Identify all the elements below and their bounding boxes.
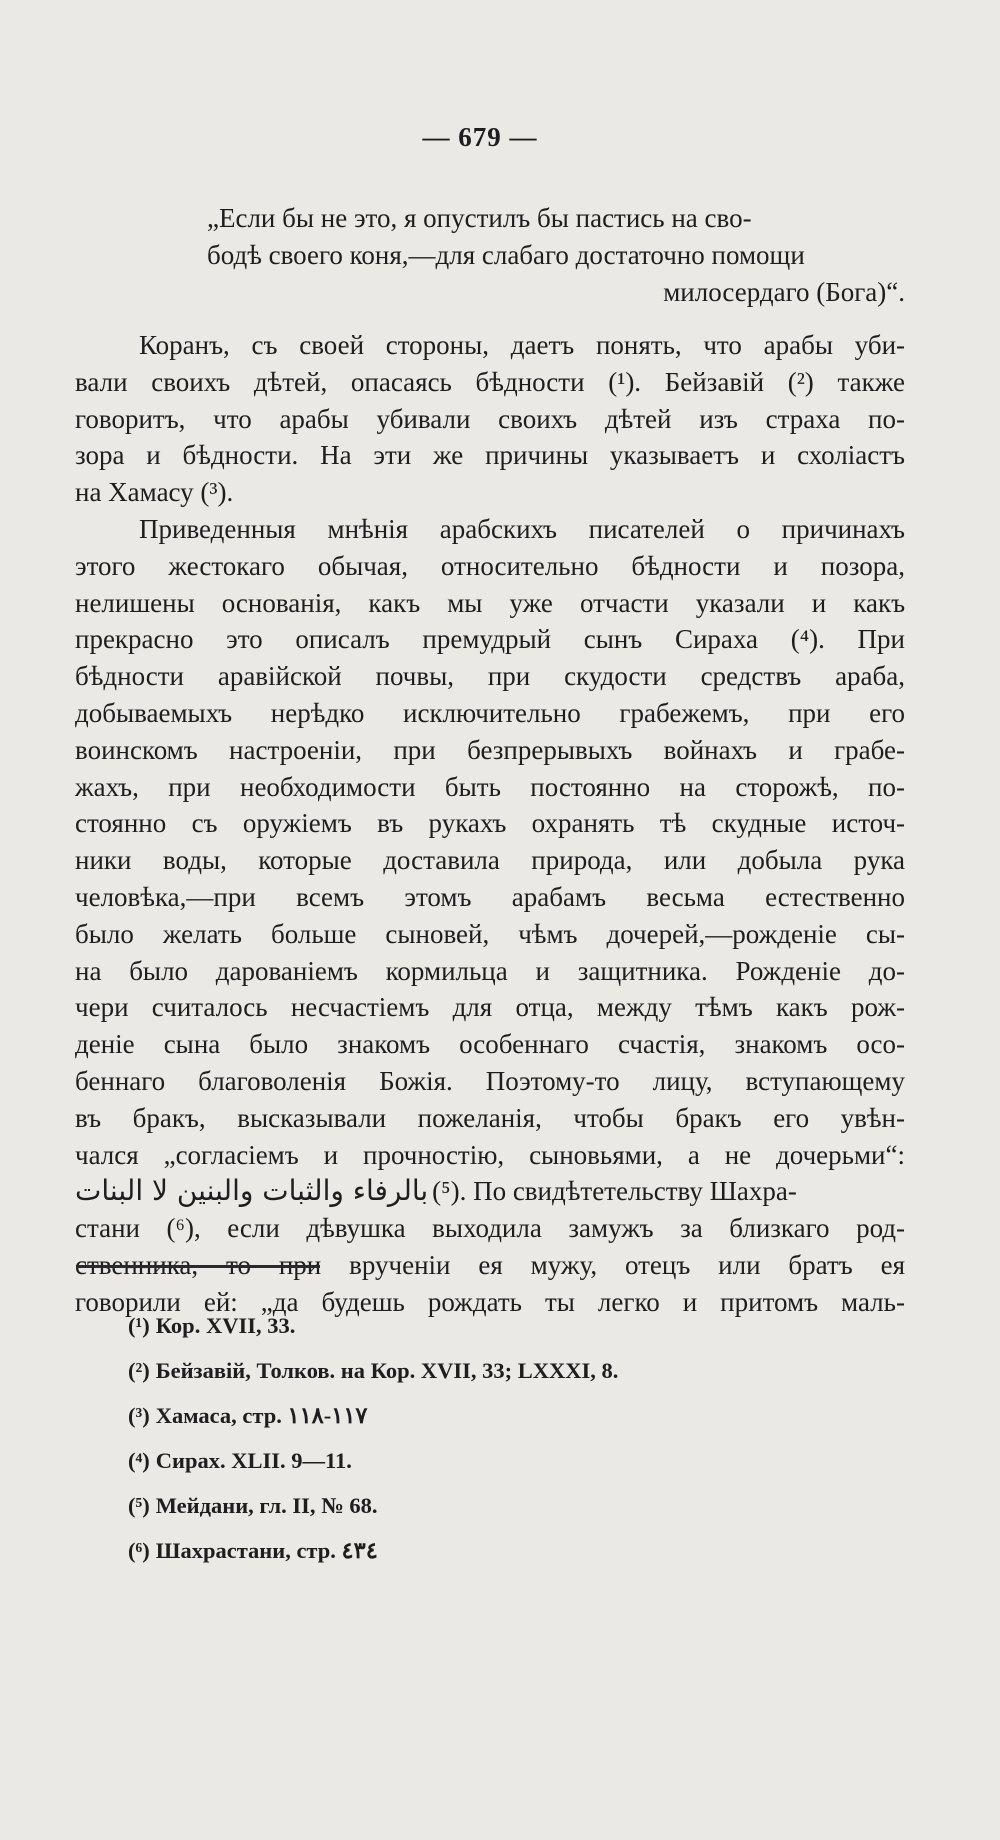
footnote-item: [128, 1528, 618, 1573]
text-line: добываемыхъ нерѣдко исключительно грабежемъ, при его: [75, 697, 906, 728]
main-text: [75, 327, 905, 1321]
text-line: ственника, то при врученіи ея мужу, отецъ или братъ ея: [75, 1249, 905, 1280]
arabic-line: [75, 1173, 905, 1210]
text-line: бодѣ своего коня,—для слабаго достаточно помощи: [207, 239, 805, 270]
footnote-text: Сирах. XLII. 9—11.: [155, 1448, 352, 1473]
footnotes: [128, 1303, 618, 1573]
arabic-phrase: بالرفاء والثبات والبنين لا البنات: [75, 1174, 429, 1208]
text-line: „Если бы не это, я опустилъ бы пастись на сво-: [207, 203, 752, 233]
footnote-text: Шахрастани, стр. ٤٣٤: [155, 1538, 378, 1563]
arabic-reference: (⁵). По свидѣтетельству Шахра-: [432, 1176, 797, 1207]
text-line: говоритъ, что арабы убивали своихъ дѣтей изъ страха по-: [75, 403, 906, 434]
text-line: стоянно съ оружіемъ въ рукахъ охранять тѣ скудные источ-: [75, 808, 906, 839]
text-line: въ бракъ, высказывали пожеланія, чтобы бракъ его увѣн-: [75, 1102, 905, 1133]
footnote-item: [128, 1438, 618, 1483]
text-line: на было дарованіемъ кормильца и защитника. Рожденіе до-: [75, 955, 905, 986]
text-line: бѣдности аравійской почвы, при скудости средствъ араба,: [75, 661, 906, 692]
page-number: — 679 —: [422, 122, 538, 152]
footnote-text: Бейзавій, Толков. на Кор. XVII, 33; LXXXI, 8.: [155, 1358, 619, 1383]
footnote-item: [128, 1348, 618, 1393]
text-line: вали своихъ дѣтей, опасаясь бѣдности (¹). Бейзавій (²) также: [75, 366, 906, 397]
footnote-text: Хамаса, стр. ١١٧-١١٨: [155, 1403, 368, 1428]
footnote-mark: (⁶): [128, 1538, 150, 1563]
footnote-divider: [76, 1265, 320, 1268]
text-line: на Хамасу (³).: [75, 477, 234, 508]
footnote-mark: (³): [128, 1403, 150, 1428]
footnote-item: [128, 1303, 618, 1348]
footnote-item: [128, 1393, 618, 1438]
text-line: беннаго благоволенія Божія. Поэтому-то лицу, вступающему: [75, 1065, 905, 1096]
text-line: говорили ей: „да будешь рождать ты легко и притомъ маль-: [75, 1286, 905, 1317]
text-line: ники воды, которые доставила природа, или добыла рука: [75, 845, 906, 876]
footnote-text: Кор. XVII, 33.: [155, 1313, 296, 1338]
text-line: нелишены основанія, какъ мы уже отчасти указали и какъ: [75, 587, 906, 618]
text-line: деніе сына было знакомъ особеннаго счастія, знакомъ осо-: [75, 1029, 906, 1060]
text-line: Коранъ, съ своей стороны, даетъ понять, что арабы уби-: [139, 330, 906, 360]
text-line: зора и бѣдности. На эти же причины указываетъ и схоліастъ: [75, 440, 906, 471]
text-line: жахъ, при необходимости быть постоянно на сторожѣ, по-: [75, 771, 905, 802]
footnote-mark: (⁴): [128, 1448, 150, 1473]
text-line: чался „согласіемъ и прочностію, сыновьями, а не дочерьми“:: [75, 1139, 905, 1170]
footnote-text: Мейдани, гл. II, № 68.: [155, 1493, 378, 1518]
text-line: воинскомъ настроеніи, при безпрерывыхъ войнахъ и грабе-: [75, 734, 905, 765]
footnote-mark: (¹): [128, 1313, 150, 1338]
text-line: чери считалось несчастіемъ для отца, между тѣмъ какъ рож-: [75, 992, 905, 1023]
text-line: стани (⁶), если дѣвушка выходила замужъ за близкаго род-: [75, 1213, 906, 1244]
verse-quote: [75, 200, 905, 310]
text-line: прекрасно это описалъ премудрый сынъ Сираха (⁴). При: [75, 624, 905, 655]
text-line: человѣка,—при всемъ этомъ арабамъ весьма естественно: [75, 881, 906, 912]
footnote-item: [128, 1483, 618, 1528]
text-line: Приведенныя мнѣнія арабскихъ писателей о причинахъ: [139, 513, 905, 544]
text-line: этого жестокаго обычая, относительно бѣдности и позора,: [75, 550, 905, 581]
footnote-mark: (²): [128, 1358, 150, 1383]
text-line: милосердаго (Бога)“.: [663, 276, 905, 307]
footnote-mark: (⁵): [128, 1493, 150, 1518]
text-line: было желать больше сыновей, чѣмъ дочерей,—рожденіе сы-: [75, 918, 906, 949]
